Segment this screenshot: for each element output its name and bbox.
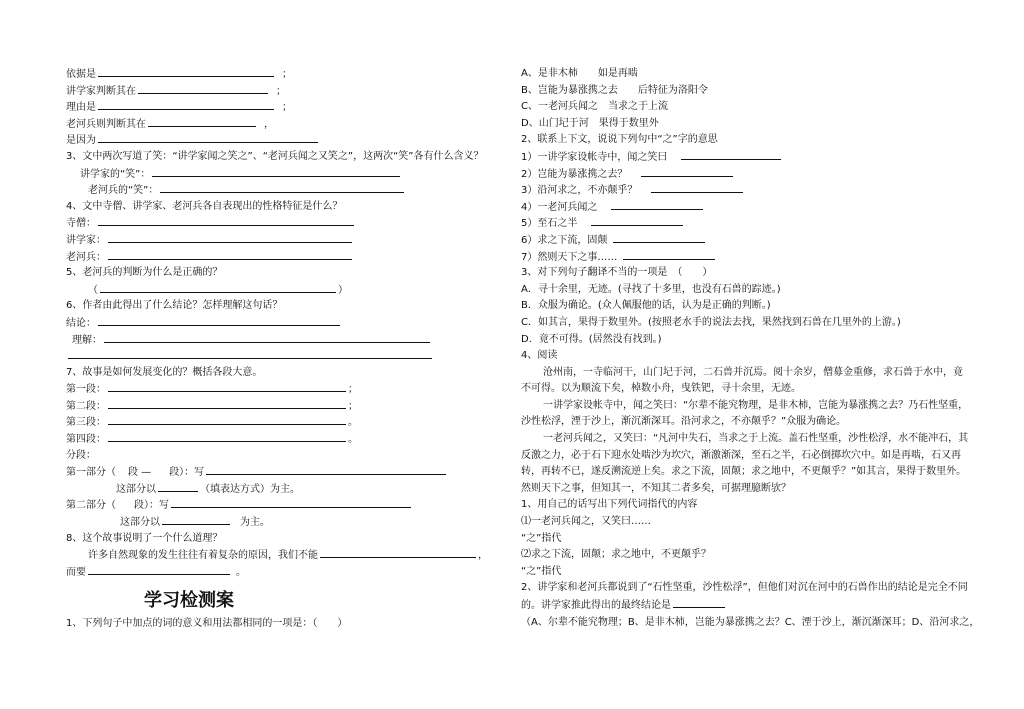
blank-line[interactable] [641, 166, 733, 177]
part1-mid: 段 — [128, 467, 152, 479]
seg-label: 第三段： [66, 417, 106, 429]
seg-3 [66, 414, 506, 431]
mode-suffix: （填表达方式）为主。 [200, 483, 300, 495]
t3-option-d: D．竟不可得。(居然没有找到。) [521, 333, 662, 345]
seg-label: 第二段： [66, 400, 106, 412]
part2-open: 第二部分（ [66, 500, 116, 512]
blank-line[interactable] [681, 149, 781, 160]
reading-paragraph-4: 然则天下之事，但知其一，不知其二者多矣，可据理臆断欤？ [521, 482, 791, 494]
seg-2 [66, 398, 506, 415]
line-label: 老河兵则判断其在 [66, 118, 146, 130]
line-punct: ； [282, 102, 292, 114]
blank-line[interactable] [158, 481, 198, 492]
blank-line[interactable] [171, 497, 411, 508]
q8-line-b [66, 564, 506, 581]
question-5: 5、老河兵的判断为什么是正确的？ [66, 267, 223, 279]
right-column [521, 66, 980, 631]
q4-soldier-label: 老河兵： [66, 251, 106, 263]
blank-line[interactable] [108, 249, 352, 260]
question-7: 7、故事是如何发展变化的？概括各段大意。 [66, 366, 263, 378]
blank-line[interactable] [320, 547, 476, 558]
q6-understanding [66, 332, 506, 349]
blank-line[interactable] [108, 414, 346, 425]
line-label: 是因为 [66, 135, 96, 147]
blank-line[interactable] [673, 597, 725, 608]
zhi-item-7 [521, 249, 971, 266]
q4-monk-label: 寺僧： [66, 218, 96, 230]
blank-line[interactable] [611, 199, 703, 210]
line-label: 理由是 [66, 102, 96, 114]
seg-1 [66, 381, 506, 398]
zhi-text: 1）一讲学家设帐寺中，闻之笑曰 [521, 151, 668, 163]
blank-line[interactable] [148, 116, 256, 127]
reading-paragraph-3: 一老河兵闻之，又笑曰：“凡河中失石，当求之于上流。盖石性坚重，沙性松浮，水不能冲石，其反激之力，必于石下迎水处啮沙为坎穴，渐激渐深，至石之半，石必倒掷坎穴中。如是再啮，石又再转，再转不已，遂反溯流逆上矣。求之下流，固颠；求之地中，不更颠乎？”如其言，果得于数里外。 [521, 433, 969, 478]
part1-close: 段）：写 [169, 467, 205, 479]
blank-line[interactable] [100, 282, 336, 293]
q4-scholar-label: 讲学家： [66, 234, 106, 246]
question-3: 3、文中两次写道了笑：“讲学家闻之笑之”、“老河兵闻之又笑之”，这两次“笑”各有什么含义？ [66, 150, 484, 162]
reading-paragraph-1: 沧州南，一寺临河干，山门圮于河，二石兽并沉焉。阅十余岁，僧募金重修，求石兽于水中，竟不可得。以为顺流下矣，棹数小舟，曳铁钯，寻十余里，无迹。 [521, 366, 963, 395]
seg-label: 第一段： [66, 384, 106, 396]
line-label: 依据是 [66, 69, 96, 80]
seg-punct: ； [348, 400, 358, 412]
fenduan-label: 分段： [66, 449, 96, 461]
answer-line-scholar-judgment [66, 83, 506, 100]
test-question-1: 1、下列句子中加点的词的意义和用法都相同的一项是：（ ） [66, 618, 348, 630]
answer-line-soldier-judgment [66, 116, 506, 133]
answer-line-basis [66, 66, 506, 83]
blank-line[interactable] [98, 99, 274, 110]
zhi-text: 2）岂能为暴涨携之去？ [521, 168, 628, 180]
seg-label: 第四段： [66, 434, 106, 446]
blank-line[interactable] [108, 398, 346, 409]
left-column [66, 66, 506, 633]
zhi-text: 5）至石之半 [521, 218, 578, 230]
zhi-item-6 [521, 232, 971, 249]
q8-punct: ， [478, 550, 488, 562]
r2-text: 2、讲学家和老河兵都说到了“石性坚重，沙性松浮”，但他们对沉在河中的石兽作出的结论是完全不同的。讲学家推此得出的最终结论是 [521, 582, 968, 611]
section-heading: 学习检测案 [144, 590, 234, 612]
r1-item-a-refers: “之”指代 [521, 532, 562, 544]
blank-line[interactable] [98, 66, 274, 77]
blank-line[interactable] [160, 182, 404, 193]
q8-text: 而要 [66, 566, 86, 578]
q4-soldier [66, 249, 506, 266]
part-2-mode [66, 514, 506, 531]
blank-line[interactable] [88, 564, 230, 575]
line-punct: ； [282, 69, 292, 80]
r1-item-b: ⑵求之下流，固颠；求之地中，不更颠乎？ [521, 549, 711, 561]
blank-line[interactable] [591, 215, 683, 226]
blank-line[interactable] [206, 464, 446, 475]
blank-line[interactable] [651, 182, 743, 193]
option-a: A、是非木柿 如是再啮 [521, 68, 638, 79]
blank-line[interactable] [104, 332, 430, 343]
line-punct: ， [264, 118, 274, 130]
part1-open: 第一部分（ [66, 467, 116, 479]
reading-paragraph-2: 一讲学家设帐寺中，闻之笑曰：“尔辈不能究物理，是非木柿，岂能为暴涨携之去？乃石性坚重，沙性松浮，湮于沙上，渐沉渐深耳。沿河求之，不亦颠乎？”众服为确论。 [521, 399, 969, 428]
reading-question-1: 1、用自己的话写出下列代词指代的内容 [521, 499, 698, 511]
blank-line[interactable] [98, 315, 340, 326]
blank-line[interactable] [152, 166, 400, 177]
zhi-text: 6）求之下流，固颠 [521, 234, 608, 246]
q6-conclusion-label: 结论： [66, 317, 96, 329]
blank-line[interactable] [98, 215, 354, 226]
zhi-item-1 [521, 149, 971, 166]
blank-line[interactable] [68, 348, 432, 359]
r1-item-a: ⑴一老河兵闻之，又笑曰…… [521, 516, 651, 528]
t3-option-c: C．如其言，果得于数里外。(按照老水手的说法去找，果然找到石兽在几里外的上游。) [521, 316, 901, 328]
zhi-text: 3）沿河求之，不亦颠乎？ [521, 185, 638, 197]
reading-question-2 [521, 580, 971, 614]
seg-punct: 。 [348, 434, 358, 446]
option-c: C、一老河兵闻之 当求之于上流 [521, 101, 668, 113]
blank-line[interactable] [623, 249, 715, 260]
zhi-item-5 [521, 215, 971, 232]
test-question-4: 4、阅读 [521, 350, 558, 362]
zhi-text: 7）然则天下之事…… [521, 251, 618, 263]
question-8: 8、这个故事说明了一个什么道理？ [66, 532, 223, 544]
mode-suffix: 为主。 [240, 517, 270, 529]
q6-extra-line [66, 348, 506, 365]
answer-line-reason [66, 99, 506, 116]
option-b: B、岂能为暴涨携之去 后特征为洛阳令 [521, 84, 708, 96]
r1-item-b-refers: “之”指代 [521, 565, 562, 577]
q8-punct: 。 [236, 566, 246, 578]
paren-close: ） [338, 284, 348, 296]
seg-punct: 。 [348, 417, 358, 429]
test-question-3: 3、对下列句子翻译不当的一项是 （ ） [521, 267, 713, 279]
line-punct: ； [276, 85, 286, 97]
q3-soldier-laugh [66, 182, 506, 199]
blank-line[interactable] [108, 232, 352, 243]
mode-label: 这部分以 [116, 483, 156, 495]
option-d: D、山门圮于河 果得于数里外 [521, 117, 659, 129]
q3-scholar-laugh [66, 166, 506, 183]
question-6: 6、作者由此得出了什么结论？怎样理解这句话？ [66, 300, 283, 312]
blank-line[interactable] [613, 232, 705, 243]
zhi-item-4 [521, 199, 971, 216]
q3-scholar-label: 讲学家的“笑”： [80, 168, 151, 180]
part-1-mode [66, 481, 506, 498]
zhi-item-2 [521, 166, 971, 183]
q6-understanding-label: 理解： [72, 334, 102, 346]
blank-line[interactable] [108, 431, 346, 442]
zhi-text: 4）一老河兵闻之 [521, 201, 598, 213]
q4-scholar [66, 232, 506, 249]
blank-line[interactable] [108, 381, 346, 392]
answer-line-because [66, 132, 506, 149]
test-question-2: 2、联系上下文，说说下列句中“之”字的意思 [521, 134, 718, 146]
line-label: 讲学家判断其在 [66, 85, 136, 97]
paren-open: （ [88, 284, 98, 296]
blank-line[interactable] [98, 132, 318, 143]
seg-punct: ； [348, 384, 358, 396]
q6-conclusion [66, 315, 506, 332]
t3-option-b: B．众服为确论。(众人佩服他的话，认为是正确的判断。) [521, 300, 771, 312]
q3-soldier-label: 老河兵的“笑”： [88, 185, 159, 197]
blank-line[interactable] [162, 514, 230, 525]
part-1 [66, 464, 506, 481]
t3-option-a: A．寻十余里，无迹。(寻找了十多里，也没有石兽的踪迹。) [521, 283, 781, 295]
q4-monk [66, 215, 506, 232]
part-2 [66, 497, 506, 514]
mode-label: 这部分以 [120, 517, 160, 529]
blank-line[interactable] [138, 83, 268, 94]
question-4: 4、文中寺僧、讲学家、老河兵各自表现出的性格特征是什么？ [66, 200, 343, 212]
zhi-item-3 [521, 182, 971, 199]
r2-options: （A、尔辈不能究物理；B、是非木柿，岂能为暴涨携之去？C、湮于沙上，渐沉渐深耳；D、沿河求之， [521, 616, 980, 628]
q8-text: 许多自然现象的发生往往有着复杂的原因，我们不能 [88, 550, 318, 562]
q8-line-a [66, 547, 506, 564]
q5-answer [66, 282, 506, 299]
seg-4 [66, 431, 506, 448]
part2-close: 段）：写 [134, 500, 169, 512]
